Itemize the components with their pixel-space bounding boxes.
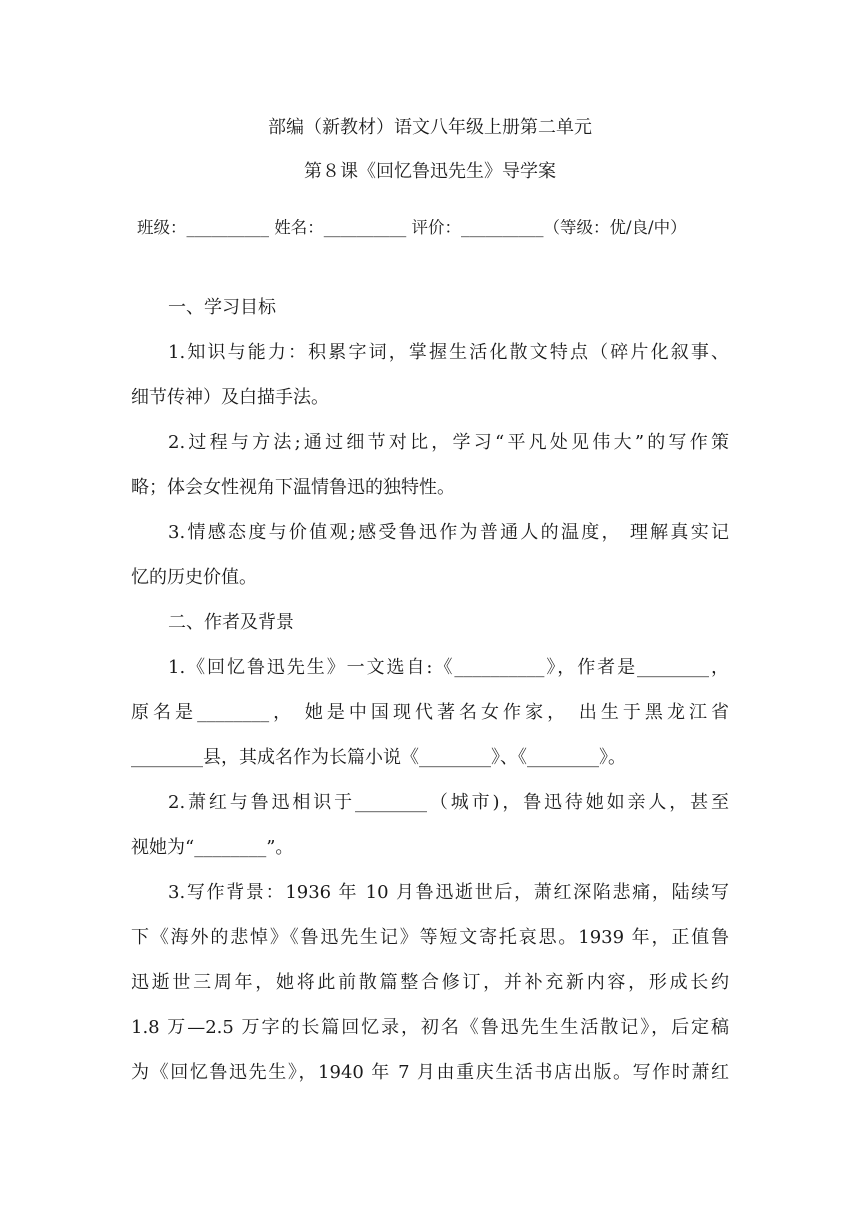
paragraph-line: 下《海外的悲悼》《鲁迅先生记》等短文寄托哀思。1939 年，正值鲁: [131, 927, 729, 948]
paragraph-line: ________县，其成名作为长篇小说《________》、《________》。: [131, 747, 626, 768]
paragraph-line: 2.萧红与鲁迅相识于________（城市)，鲁迅待她如亲人，甚至: [168, 792, 729, 813]
paragraph-line: 原名是________， 她是中国现代著名女作家， 出生于黑龙江省: [131, 702, 729, 723]
document-title: 部编（新教材）语文八年级上册第二单元: [268, 117, 592, 138]
section-heading-author: 二、作者及背景: [168, 612, 294, 633]
paragraph-line: 略；体会女性视角下温情鲁迅的独特性。: [131, 477, 455, 498]
paragraph-line: 2.过程与方法;通过细节对比，学习“平凡处见伟大”的写作策: [168, 432, 729, 453]
paragraph-line: 细节传神）及白描手法。: [131, 387, 329, 408]
section-heading-objectives: 一、学习目标: [168, 297, 276, 318]
paragraph-line: 3.情感态度与价值观;感受鲁迅作为普通人的温度， 理解真实记: [168, 522, 729, 543]
paragraph-line: 1.知识与能力：积累字词，掌握生活化散文特点（碎片化叙事、: [168, 342, 729, 363]
student-info-line: 班级：__________ 姓名：__________ 评价：__________（等级：优/良/中）: [137, 218, 687, 237]
paragraph-line: 迅逝世三周年，她将此前散篇整合修订，并补充新内容，形成长约: [131, 972, 729, 993]
paragraph-line: 为《回忆鲁迅先生》，1940 年 7 月由重庆生活书店出版。写作时萧红: [131, 1062, 729, 1083]
paragraph-line: 忆的历史价值。: [131, 567, 257, 588]
paragraph-line: 视她为“________”。: [131, 837, 294, 858]
lesson-title: 第８课《回忆鲁迅先生》导学案: [304, 161, 556, 182]
paragraph-line: 1.8 万—2.5 万字的长篇回忆录，初名《鲁迅先生生活散记》，后定稿: [131, 1017, 729, 1038]
paragraph-line: 3.写作背景：1936 年 10 月鲁迅逝世后，萧红深陷悲痛，陆续写: [168, 882, 729, 903]
paragraph-line: 1.《回忆鲁迅先生》一文选自:《__________》，作者是________，: [168, 657, 729, 678]
